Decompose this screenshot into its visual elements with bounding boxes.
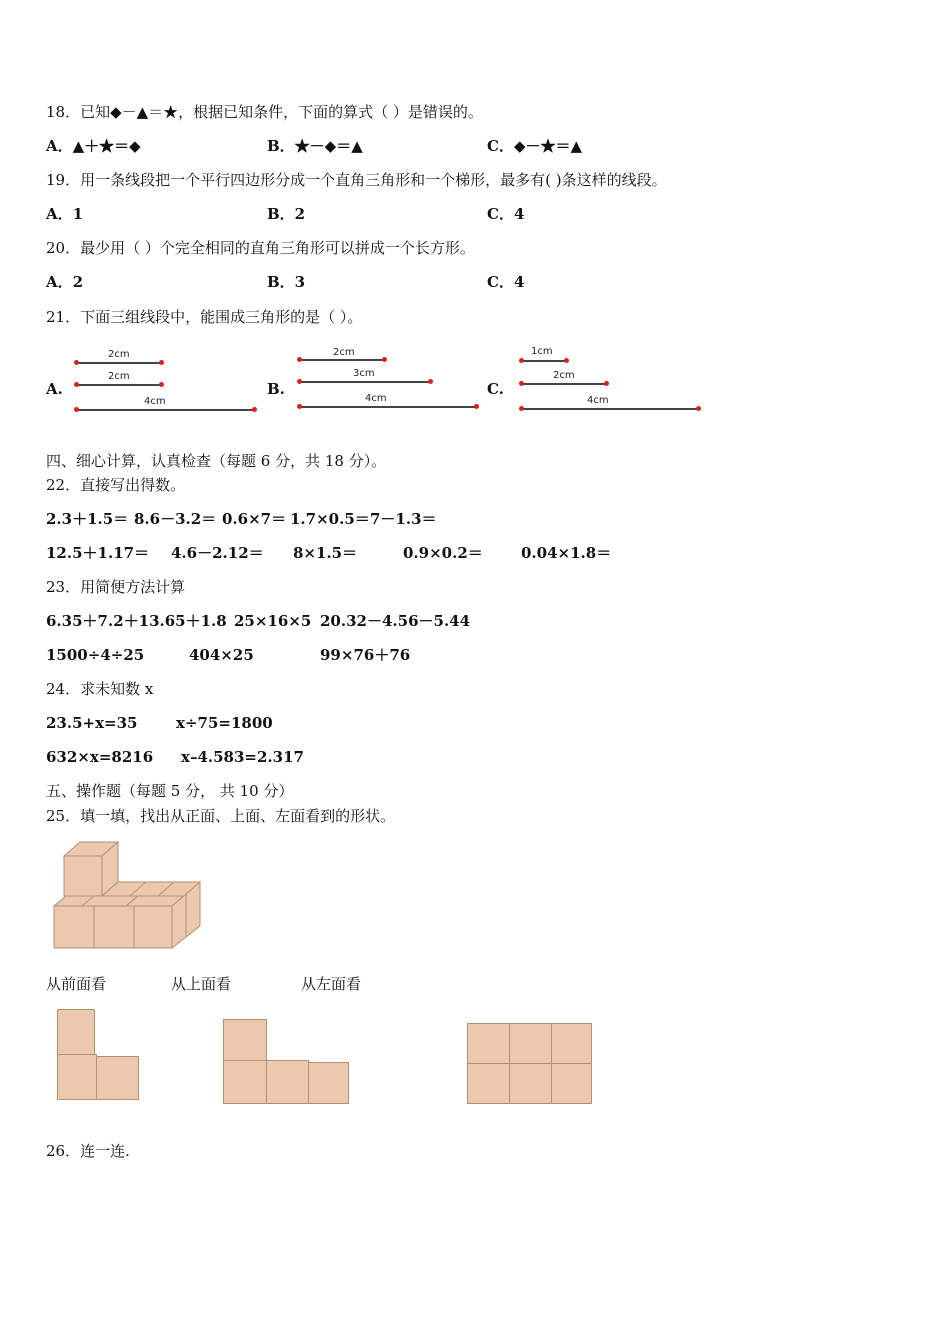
q24-row1-item: x÷75=1800	[176, 714, 273, 732]
q22-row2-item: 8×1.5＝	[293, 544, 358, 562]
segment-length-label: 2cm	[108, 371, 130, 382]
square-cell	[308, 1062, 349, 1104]
endpoint	[382, 357, 387, 362]
q18-option-c[interactable]: C．◆－★＝▲	[487, 137, 583, 155]
endpoint	[604, 381, 609, 386]
square-cell	[467, 1063, 510, 1104]
q22-row2-item: 0.04×1.8＝	[521, 544, 612, 562]
q22-row1-item: 1.7×0.5＝	[290, 510, 370, 528]
q24-row1-item: 23.5+x=35	[46, 714, 138, 732]
q23-stem: 23．用简便方法计算	[46, 578, 186, 596]
q23-row2-item: 1500÷4÷25	[46, 646, 145, 664]
endpoint	[297, 379, 302, 384]
endpoint	[252, 407, 257, 412]
endpoint	[74, 382, 79, 387]
q20-stem: 20．最少用（ ）个完全相同的直角三角形可以拼成一个长方形。	[46, 239, 475, 257]
segment-length-label: 2cm	[553, 370, 575, 381]
endpoint	[297, 357, 302, 362]
segment-length-label: 2cm	[108, 349, 130, 360]
section5-title: 五、操作题（每题 5 分， 共 10 分）	[46, 782, 294, 800]
q19-option-c[interactable]: C．4	[487, 205, 525, 223]
square-cell	[551, 1063, 592, 1104]
square-cell	[223, 1060, 267, 1104]
q23-row1-item: 25×16×5	[234, 612, 312, 630]
q20-option-c[interactable]: C．4	[487, 273, 525, 291]
line-segment	[521, 383, 606, 385]
section4-title: 四、细心计算，认真检查（每题 6 分，共 18 分）。	[46, 452, 387, 470]
line-segment	[299, 381, 430, 383]
segment-length-label: 4cm	[365, 393, 387, 404]
q22-stem: 22．直接写出得数。	[46, 476, 186, 494]
left-view-label: 从左面看	[301, 975, 362, 993]
q22-row1-item: 8.6－3.2＝	[134, 510, 217, 528]
q22-row2-item: 0.9×0.2＝	[403, 544, 483, 562]
square-cell	[266, 1060, 309, 1104]
endpoint	[74, 360, 79, 365]
q20-option-a[interactable]: A．2	[46, 273, 84, 291]
q23-row1-item: 6.35＋7.2＋13.65＋1.8	[46, 612, 227, 630]
segment-length-label: 3cm	[353, 368, 375, 379]
square-cell	[96, 1056, 139, 1100]
square-cell	[57, 1009, 95, 1055]
q22-row1-item: 7－1.3＝	[370, 510, 437, 528]
line-segment	[299, 359, 384, 361]
square-cell	[57, 1054, 97, 1100]
square-cell	[551, 1023, 592, 1064]
endpoint	[159, 360, 164, 365]
endpoint	[519, 358, 524, 363]
q24-row2-item: x–4.583=2.317	[181, 748, 304, 766]
endpoint	[428, 379, 433, 384]
line-segment	[76, 362, 161, 364]
q22-row1-item: 0.6×7＝	[222, 510, 287, 528]
q18-option-b[interactable]: B．★－◆＝▲	[267, 137, 363, 155]
q26-stem: 26．连一连.	[46, 1142, 130, 1160]
endpoint	[74, 407, 79, 412]
q19-option-a[interactable]: A．1	[46, 205, 84, 223]
endpoint	[696, 406, 701, 411]
top-view-label: 从上面看	[171, 975, 232, 993]
endpoint	[297, 404, 302, 409]
q21-option-a-letter[interactable]: A.	[46, 380, 63, 398]
cube-arrangement-figure	[46, 838, 206, 952]
q22-row1-item: 2.3＋1.5＝	[46, 510, 129, 528]
segment-length-label: 4cm	[587, 395, 609, 406]
segment-length-label: 1cm	[531, 346, 553, 357]
line-segment	[76, 409, 254, 411]
square-cell	[223, 1019, 267, 1061]
endpoint	[564, 358, 569, 363]
q22-row2-item: 12.5＋1.17＝	[46, 544, 150, 562]
line-segment	[76, 384, 161, 386]
endpoint	[159, 382, 164, 387]
line-segment	[521, 408, 698, 410]
q21-option-b-letter[interactable]: B.	[267, 380, 285, 398]
q22-row2-item: 4.6－2.12＝	[171, 544, 264, 562]
segment-length-label: 2cm	[333, 347, 355, 358]
q21-stem: 21．下面三组线段中，能围成三角形的是（ ）。	[46, 308, 363, 326]
front-view-label: 从前面看	[46, 975, 107, 993]
square-cell	[509, 1023, 552, 1064]
q20-option-b[interactable]: B．3	[267, 273, 306, 291]
q24-row2-item: 632×x=8216	[46, 748, 154, 766]
line-segment	[521, 360, 566, 362]
square-cell	[467, 1023, 510, 1064]
q21-option-c-letter[interactable]: C.	[487, 380, 504, 398]
line-segment	[299, 406, 476, 408]
q23-row2-item: 404×25	[189, 646, 254, 664]
endpoint	[519, 381, 524, 386]
q25-stem: 25．填一填，找出从正面、上面、左面看到的形状。	[46, 807, 396, 825]
q23-row1-item: 20.32－4.56－5.44	[320, 612, 471, 630]
q18-option-a[interactable]: A．▲＋★＝◆	[46, 137, 141, 155]
endpoint	[519, 406, 524, 411]
square-cell	[509, 1063, 552, 1104]
q23-row2-item: 99×76＋76	[320, 646, 411, 664]
segment-length-label: 4cm	[144, 396, 166, 407]
q19-option-b[interactable]: B．2	[267, 205, 306, 223]
q24-stem: 24．求未知数 x	[46, 680, 154, 698]
endpoint	[474, 404, 479, 409]
q19-stem: 19．用一条线段把一个平行四边形分成一个直角三角形和一个梯形，最多有( )条这样的线段。	[46, 171, 667, 189]
q18-stem: 18．已知◆－▲＝★，根据已知条件，下面的算式（ ）是错误的。	[46, 103, 483, 121]
